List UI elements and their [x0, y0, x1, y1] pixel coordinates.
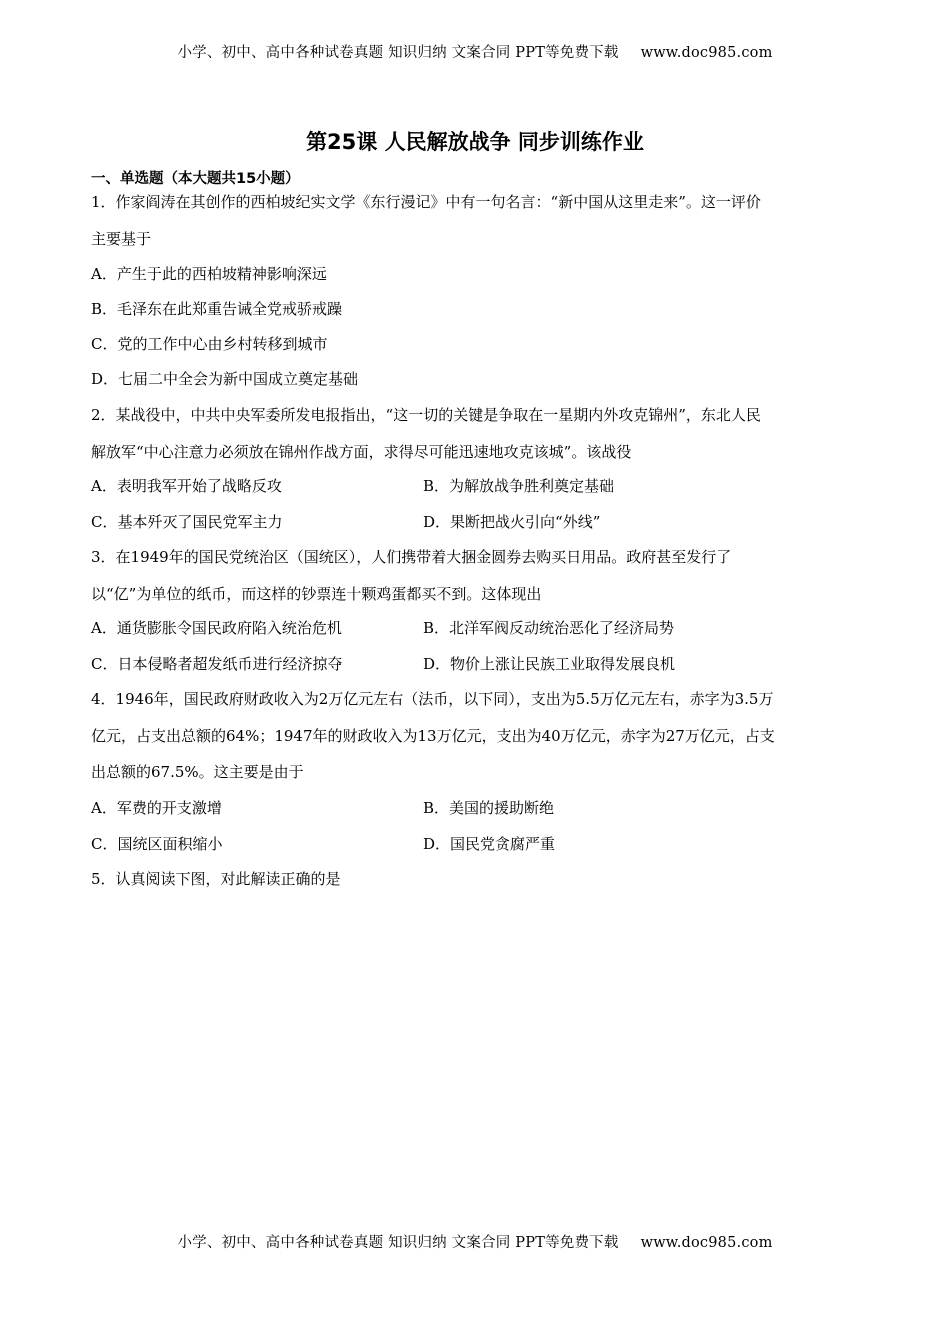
question-1-option-a: A．产生于此的西柏坡精神影响深远	[91, 265, 327, 283]
question-3-option-d: D．物价上涨让民族工业取得发展良机	[423, 655, 676, 673]
page-header	[0, 41, 950, 62]
question-2-option-c: C．基本歼灭了国民党军主力	[91, 513, 283, 531]
header-url[interactable]: www.doc985.com	[640, 45, 773, 61]
question-3-stem-line-1: 3．在1949年的国民党统治区（国统区），人们携带着大捆金圆券去购买日用品。政府甚至发行了	[91, 548, 732, 566]
question-2-stem-line-1: 2．某战役中，中共中央军委所发电报指出，“这一切的关键是争取在一星期内外攻克锦州”，东北人民	[91, 406, 761, 424]
question-2-option-b: B．为解放战争胜利奠定基础	[423, 477, 615, 495]
page-footer	[0, 1231, 950, 1252]
question-2-stem-line-2: 解放军“中心注意力必须放在锦州作战方面，求得尽可能迅速地攻克该城”。该战役	[91, 443, 632, 461]
footer-text: 小学、初中、高中各种试卷真题 知识归纳 文案合同 PPT等免费下载	[177, 1235, 619, 1251]
question-4-stem-line-1: 4．1946年，国民政府财政收入为2万亿元左右（法币，以下同），支出为5.5万亿元左右，赤字为3.5万	[91, 690, 774, 708]
question-4-option-a: A．军费的开支激增	[91, 799, 222, 817]
question-4-stem-line-3: 出总额的67.5%。这主要是由于	[91, 763, 304, 781]
question-4-option-c: C．国统区面积缩小	[91, 835, 223, 853]
question-1-stem-line-2: 主要基于	[91, 230, 152, 248]
question-4-stem-line-2: 亿元，占支出总额的64%；1947年的财政收入为13万亿元，支出为40万亿元，赤字为27万亿元，占支	[91, 727, 775, 745]
question-1-option-d: D．七届二中全会为新中国成立奠定基础	[91, 370, 359, 388]
footer-url[interactable]: www.doc985.com	[640, 1235, 773, 1251]
question-3-option-b: B．北洋军阀反动统治恶化了经济局势	[423, 619, 675, 637]
question-1-option-b: B．毛泽东在此郑重告诫全党戒骄戒躁	[91, 300, 343, 318]
question-5-stem-line-1: 5．认真阅读下图，对此解读正确的是	[91, 870, 341, 888]
page-title: 第25课 人民解放战争 同步训练作业	[306, 130, 644, 154]
question-1-stem-line-1: 1．作家阎涛在其创作的西柏坡纪实文学《东行漫记》中有一句名言：“新中国从这里走来”。这一评价	[91, 193, 761, 211]
question-3-stem-line-2: 以“亿”为单位的纸币，而这样的钞票连十颗鸡蛋都买不到。这体现出	[91, 585, 542, 603]
header-text: 小学、初中、高中各种试卷真题 知识归纳 文案合同 PPT等免费下载	[177, 45, 619, 61]
question-1-option-c: C．党的工作中心由乡村转移到城市	[91, 335, 328, 353]
question-4-option-b: B．美国的援助断绝	[423, 799, 555, 817]
question-3-option-a: A．通货膨胀令国民政府陷入统治危机	[91, 619, 342, 637]
section-heading: 一、单选题（本大题共15小题）	[91, 171, 300, 187]
question-4-option-d: D．国民党贪腐严重	[423, 835, 556, 853]
question-3-option-c: C．日本侵略者超发纸币进行经济掠夺	[91, 655, 343, 673]
question-2-option-a: A．表明我军开始了战略反攻	[91, 477, 282, 495]
question-2-option-d: D．果断把战火引向“外线”	[423, 513, 601, 531]
